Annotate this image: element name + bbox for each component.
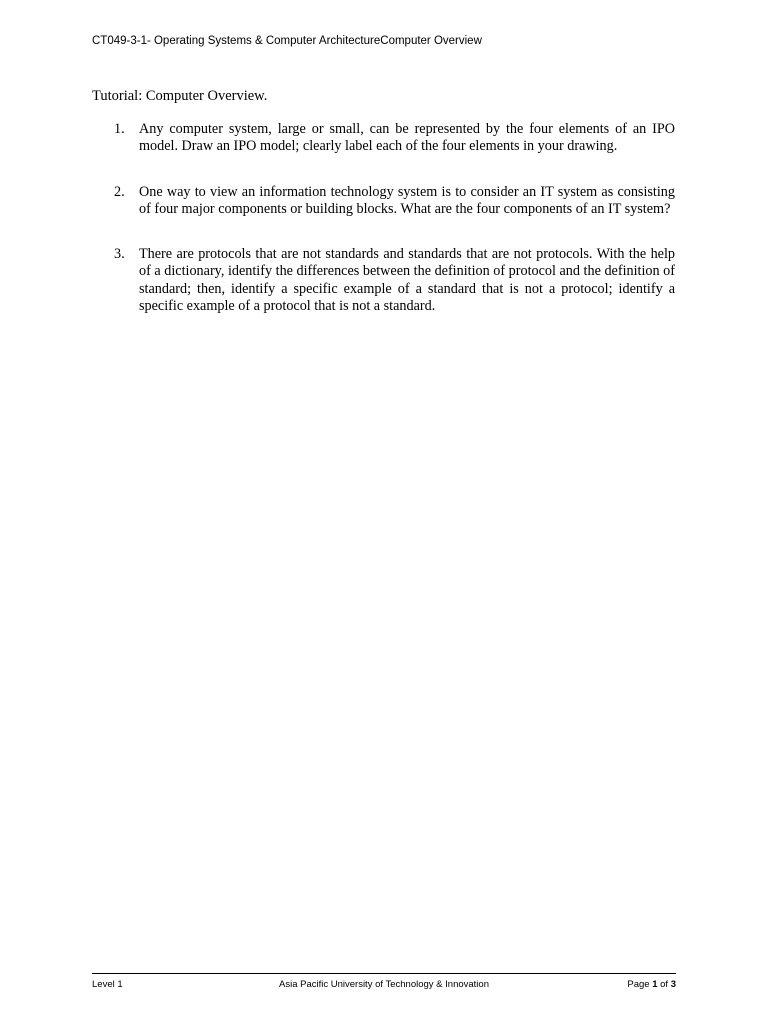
page-label: Page xyxy=(627,979,650,990)
page-current: 1 xyxy=(652,979,658,990)
header-course: CT049-3-1- Operating Systems & Computer Architecture xyxy=(92,35,381,47)
footer-divider xyxy=(92,973,676,974)
question-list xyxy=(92,121,675,343)
footer-institution: Asia Pacific University of Technology & Innovation xyxy=(279,979,489,990)
question-item xyxy=(92,121,675,156)
page-total: 3 xyxy=(670,979,676,990)
page-footer xyxy=(92,979,676,993)
footer-page-number xyxy=(627,979,676,990)
page-of: of xyxy=(660,979,669,990)
question-number: 1. xyxy=(114,121,125,137)
question-number: 3. xyxy=(114,246,125,263)
question-item xyxy=(92,246,675,315)
page-header xyxy=(92,35,482,47)
header-subject: Computer Overview xyxy=(380,35,482,47)
question-item xyxy=(92,184,675,219)
question-number: 2. xyxy=(114,183,125,200)
question-text: Any computer system, large or small, can be represented by the four elements of an IPO model. Draw an IPO model; clearly label each of the four elements in your drawing. xyxy=(139,121,675,155)
page-title: Tutorial: Computer Overview. xyxy=(92,88,268,104)
question-text: There are protocols that are not standards and standards that are not protocols. With the help of a dictionary, identify the differences between the definition of protocol and the definition of standard; then, identify a specific example of a standard that is not a protocol; identify a specific example of a protocol that is not a standard. xyxy=(139,246,675,315)
question-text: One way to view an information technology system is to consider an IT system as consisting of four major components or building blocks. What are the four components of an IT system? xyxy=(139,183,675,217)
footer-level: Level 1 xyxy=(92,979,123,990)
